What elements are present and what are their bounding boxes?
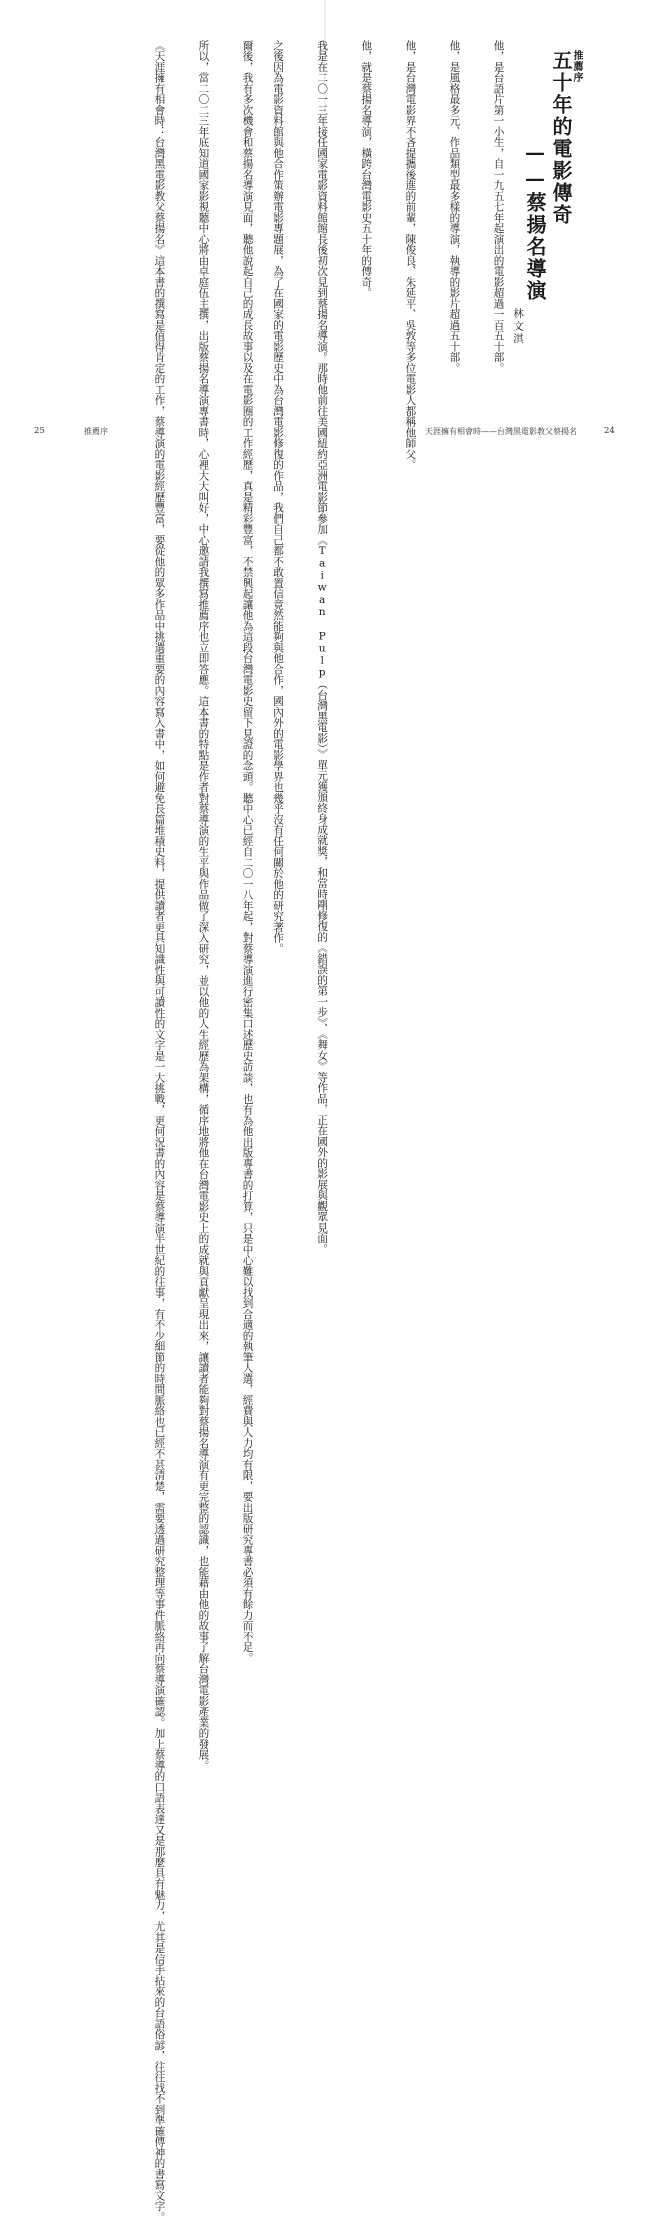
left-page-number: 25 <box>34 426 45 436</box>
right-page <box>272 0 650 1255</box>
left-paragraph: 所以，當二〇二三年底知道國家影視聽中心將由卓庭伍主撰，出版蔡揚名導演專書時，心裡大大叫好，中心邀請我撰寫推薦序也立即答應。這本書的特點是作者對蔡導演的生平與作品做了深入研究，並以他的人生經歷為架構，循序地將他在台灣電影史上的成就與貢獻呈現出來，讓讀者能夠對蔡揚名導演有更完整的認識，也能藉由他的故事了解台灣電影產業的發展。 <box>197 40 210 1771</box>
preface-author: 林文淇 <box>512 308 524 346</box>
right-paragraph: 我是在二〇一三年接任國家電影資料館館長後初次見到蔡揚名導演。那時他前往美國紐約亞洲電影節參加《Taiwan Pulp（台灣黑電影）》單元獲頒終身成就獎，和當時剛修復的《錯誤的第一步》、《舞女》等作品，正在國外的影展與觀眾見面。 <box>316 40 329 1255</box>
preface-subtitle: ——蔡揚名導演 <box>523 140 547 302</box>
left-paragraph: 《天涯擁有相會時：台灣黑電影教父蔡揚名》這本書的撰寫是值得肯定的工作，蔡導演的電影經歷豐富，要從他的眾多作品中挑選重要的內容寫入書中，如何避免長篇堆積史料，提供讀者更具知識性與可讀性的文字是一大挑戰，更何況書的內容是蔡導演半世紀的往事，有不少細節的時間脈絡也已經不甚清楚，需要透過研究整理等事件脈絡再向蔡導演確認。加上蔡導的口語表達又是那麼具有魅力，尤其是信手拈來的台語俗諺，往往找不到準確傳神的書寫文字。 <box>153 40 166 2222</box>
right-page-number: 24 <box>604 426 615 436</box>
section-label: 推薦序 <box>571 50 582 83</box>
right-paragraph: 他，就是蔡揚名導演，橫跨台灣電影史五十年的傳奇。 <box>360 40 373 298</box>
left-paragraph: 爾後，我有多次機會和蔡揚名導演見面，聽他說起自己的成長故事以及在電影圈的工作經歷，真是精彩豐富，不禁興起讓他為這段台灣電影史留下見證的念頭。聽中心已經自二〇一八年起，對蔡導演進行密集口述歷史訪談，也有為他出版專書的打算，只是中心難以找到合適的執筆人選，經費與人力均有限，要出版研究專書必須有餘力而不足。 <box>241 40 254 1664</box>
right-paragraph: 之後因為電影資料館與他合作策辦電影專題展，為了在國家的電影歷史中為台灣電影修復的作品，我們自己都不敢置信竟然能夠與他合作，國內外的電影學界也幾乎沒有任何關於他的研究著作。 <box>272 40 285 954</box>
right-paragraph: 他，是風格最多元、作品類型最多樣的導演，執導的影片超過五十部。 <box>448 40 461 374</box>
right-paragraph: 他，是台語片第一小生，自一九五七年起演出的電影超過一百五十部。 <box>492 40 505 374</box>
right-paragraph: 他，是台灣電影界不吝提攜後進的前輩，陳俊良、朱延平、吳敦等多位電影人都稱他師父。 <box>404 40 417 470</box>
right-running-head: 天涯擁有相會時——台灣黑電影教父蔡揚名 <box>425 427 577 436</box>
preface-title: 五十年的電影傳奇 <box>549 50 573 226</box>
left-running-head: 推薦序 <box>84 427 108 436</box>
